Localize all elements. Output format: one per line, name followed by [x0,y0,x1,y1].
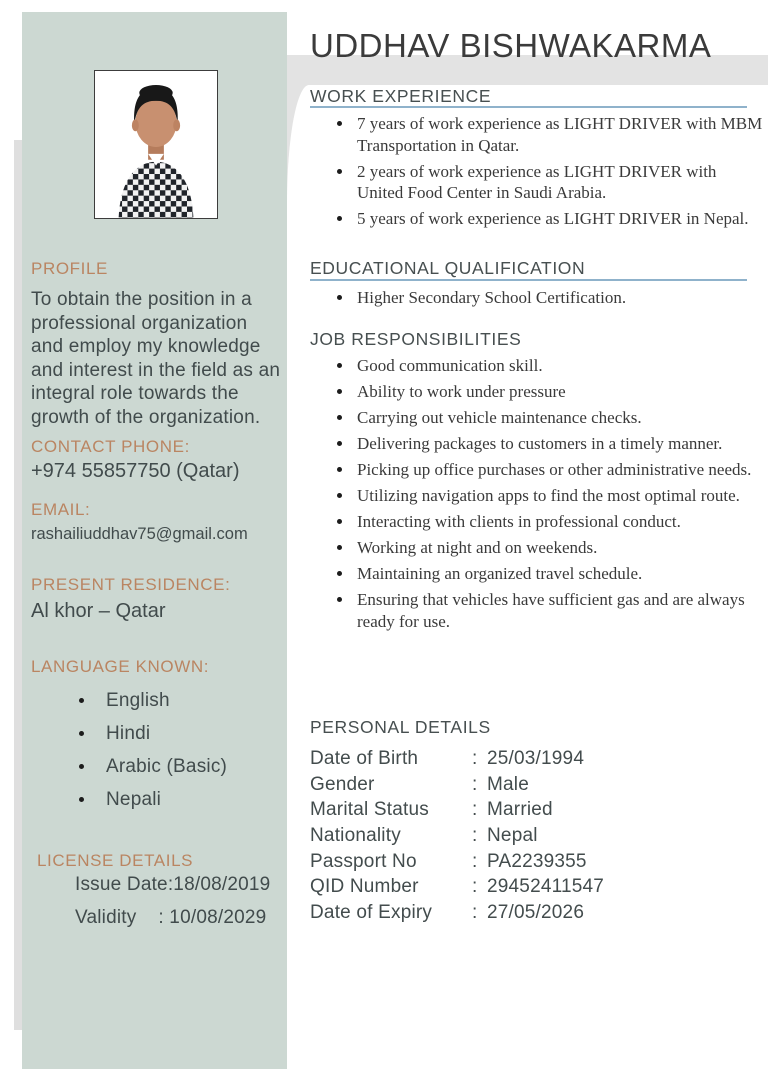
work-experience-item [310,208,763,230]
education-list [310,287,763,313]
email-value: rashailiuddhav75@gmail.com [31,525,248,543]
language-item [79,717,279,750]
detail-label: Passport No [310,850,417,872]
job-responsibility-text: Picking up office purchases or other administrative needs. [357,460,752,479]
bullet-icon [337,169,342,174]
detail-separator: : [472,748,478,769]
bullet-icon [79,797,84,802]
license-item [75,907,285,940]
job-responsibility-item [310,589,763,632]
detail-separator: : [472,902,478,924]
band-corner-curve [287,85,309,203]
bullet-icon [337,389,342,394]
job-responsibility-text: Working at night and on weekends. [357,538,598,557]
profile-text: To obtain the position in a professional organization and employ my knowledge and interest in the field as an integral role towards the growth of the organization. [31,289,281,428]
languages-heading: LANGUAGE KNOWN: [31,657,210,676]
bullet-icon [337,216,342,221]
language-label: Nepali [106,788,162,810]
bullet-icon [79,731,84,736]
detail-separator: : [472,825,478,847]
detail-label: Gender [310,773,375,795]
detail-value: 29452411547 [487,876,605,898]
license-item [75,874,285,907]
contact-phone-value: +974 55857750 (Qatar) [31,460,240,482]
bullet-icon [337,441,342,446]
job-responsibility-item [310,433,763,455]
detail-value: Male [487,773,529,795]
language-label: Arabic (Basic) [106,755,228,777]
job-responsibility-text: Carrying out vehicle maintenance checks. [357,408,642,427]
job-responsibility-text: Utilizing navigation apps to find the most optimal route. [357,486,740,505]
detail-label: Date of Expiry [310,902,433,924]
bullet-icon [337,467,342,472]
detail-value: 27/05/2026 [487,902,585,924]
job-responsibility-item [310,459,763,481]
profile-photo [94,70,218,219]
job-responsibility-item [310,563,763,585]
work-experience-text: 7 years of work experience as LIGHT DRIVER with MBM Transportation in Qatar. [357,114,763,155]
job-responsibility-text: Maintaining an organized travel schedule. [357,564,643,583]
detail-label: Nationality [310,825,401,847]
detail-separator: : [472,876,478,898]
bullet-icon [337,121,342,126]
bullet-icon [337,597,342,602]
language-label: English [106,689,170,711]
education-item [310,287,763,309]
detail-value: PA2239355 [487,850,587,872]
education-heading: EDUCATIONAL QUALIFICATION [310,258,586,278]
bullet-icon [79,698,84,703]
work-experience-text: 5 years of work experience as LIGHT DRIVER in Nepal. [357,209,749,228]
detail-value: 25/03/1994 [487,748,585,769]
residence-heading: PRESENT RESIDENCE: [31,575,231,594]
work-experience-list [310,113,763,234]
bullet-icon [337,363,342,368]
license-list [75,874,285,940]
job-responsibility-text: Good communication skill. [357,356,543,375]
page-title: UDDHAV BISHWAKARMA [310,27,712,64]
language-item [79,750,279,783]
job-responsibility-text: Delivering packages to customers in a timely manner. [357,434,723,453]
language-item [79,684,279,717]
work-experience-item [310,161,763,204]
language-item [79,783,279,816]
detail-label: QID Number [310,876,419,898]
main-column [310,0,763,1087]
detail-separator: : [472,773,478,795]
job-responsibilities-heading: JOB RESPONSIBILITIES [310,329,522,349]
work-experience-item [310,113,763,156]
bullet-icon [337,415,342,420]
residence-value: Al khor – Qatar [31,600,166,622]
bullet-icon [337,545,342,550]
bullet-icon [79,764,84,769]
band-corner-decoration [287,85,309,203]
job-responsibility-item [310,381,763,403]
detail-value: Married [487,799,553,821]
detail-label: Marital Status [310,799,429,821]
job-responsibilities-list [310,355,763,637]
contact-phone-heading: CONTACT PHONE: [31,437,190,456]
education-text: Higher Secondary School Certification. [357,288,627,307]
detail-separator: : [472,850,478,872]
job-responsibility-item [310,407,763,429]
job-responsibility-item [310,537,763,559]
education-rule [310,279,747,281]
job-responsibility-text: Ability to work under pressure [357,382,566,401]
license-item-label: Validity : 10/08/2029 [75,907,267,928]
job-responsibility-text: Interacting with clients in professional conduct. [357,512,681,531]
profile-heading: PROFILE [31,259,108,278]
bullet-icon [337,493,342,498]
job-responsibility-item [310,511,763,533]
license-item-label: Issue Date:18/08/2019 [75,874,271,895]
personal-details-table [310,748,604,928]
bullet-icon [337,295,342,300]
detail-label: Date of Birth [310,748,419,769]
detail-value: Nepal [487,825,538,847]
job-responsibility-item [310,485,763,507]
person-photo-illustration [95,71,217,218]
detail-separator: : [472,799,478,821]
bullet-icon [337,571,342,576]
languages-list [79,684,279,816]
work-experience-heading: WORK EXPERIENCE [310,86,492,106]
sidebar [22,12,287,1069]
job-responsibility-text: Ensuring that vehicles have sufficient gas and are always ready for use. [357,590,745,631]
bullet-icon [337,519,342,524]
language-label: Hindi [106,722,151,744]
job-responsibility-item [310,355,763,377]
email-heading: EMAIL: [31,500,91,519]
license-heading: LICENSE DETAILS [37,851,194,870]
personal-details-heading: PERSONAL DETAILS [310,717,491,737]
work-experience-text: 2 years of work experience as LIGHT DRIVER with United Food Center in Saudi Arabia. [357,161,717,202]
